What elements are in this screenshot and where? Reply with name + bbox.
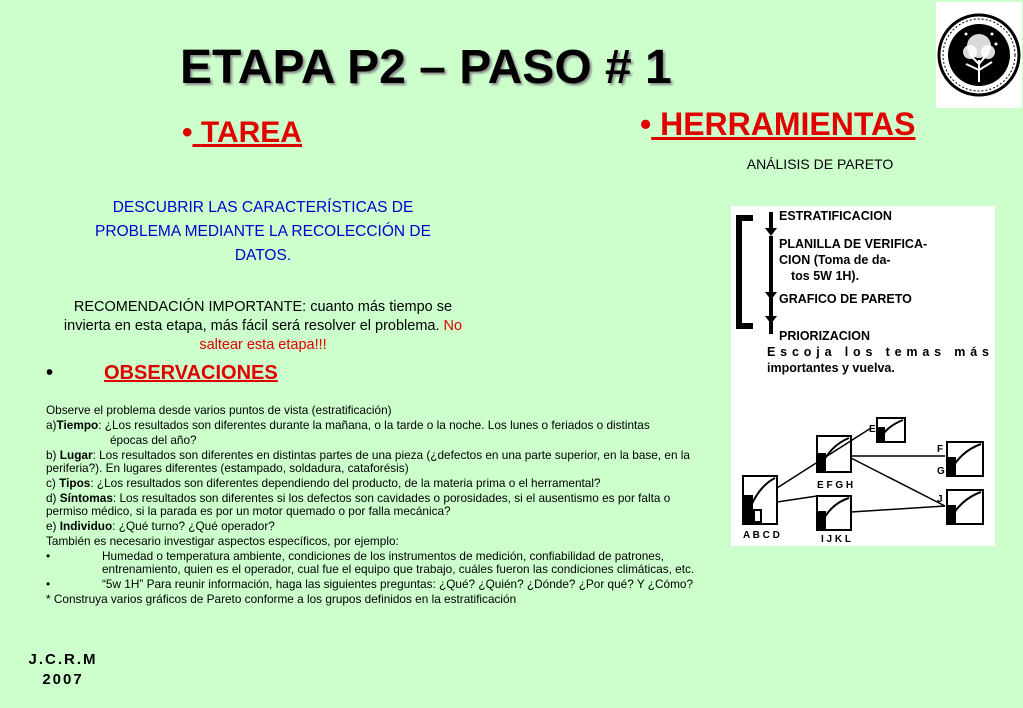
diagram-item-3: GRAFICO DE PARETO	[779, 292, 912, 306]
obs-c-prefix: c)	[46, 476, 60, 490]
diagram-note-1: Escoja los temas más	[767, 345, 989, 359]
obs-bullet-1-text: Humedad o temperatura ambiente, condiciones de los instrumentos de medición, confiabilidad de patrones, entrenamiento, quien es el operador, cual fue el equipo que trabajo, cuáles fueron las condiciones climáticas, etc.	[102, 549, 695, 576]
author-footer	[20, 650, 106, 690]
observaciones-label: OBSERVACIONES	[104, 362, 278, 384]
university-seal-logo	[936, 2, 1022, 108]
diagram-label-j: J	[937, 494, 943, 505]
title-text: ETAPA P2 – PASO #	[180, 41, 646, 94]
obs-d-term: Síntomas	[59, 491, 113, 505]
tarea-heading	[182, 116, 302, 150]
obs-bullet-2-text: “5w 1H” Para reunir información, haga las siguientes preguntas: ¿Qué? ¿Quién? ¿Dónde? ¿Por qué? Y ¿Cómo?	[102, 577, 694, 591]
author-initials: J.C.R.M	[28, 651, 98, 668]
tarea-description: DESCUBRIR LAS CARACTERÍSTICAS DE PROBLEMA MEDIANTE LA RECOLECCIÓN DE DATOS.	[95, 199, 431, 264]
obs-c	[46, 477, 706, 490]
obs-intro: Observe el problema desde varios puntos de vista (estratificación)	[46, 403, 392, 417]
bullet-icon: •	[182, 116, 193, 149]
obs-a	[46, 419, 706, 432]
obs-e-term: Individuo	[59, 519, 113, 533]
diagram-item-1: ESTRATIFICACION	[779, 209, 892, 223]
herramientas-heading	[640, 106, 916, 143]
observaciones-heading	[46, 362, 278, 385]
herramientas-label: HERRAMIENTAS	[660, 106, 916, 142]
diagram-label-efgh: E F G H	[817, 480, 854, 491]
obs-b-text: : Los resultados son diferentes en distintas partes de una pieza (¿defectos en una parte superior, en la base, en la periferia?). En lugares diferentes (estampado, soldadura, cataforésis)	[46, 448, 690, 475]
pareto-subtitle: ANÁLISIS DE PARETO	[746, 156, 894, 172]
page-title	[180, 40, 672, 95]
obs-d	[46, 492, 706, 518]
obs-c-term: Tipos	[59, 476, 91, 490]
diagram-item-2a: PLANILLA DE VERIFICA-	[779, 237, 928, 251]
bullet-icon: •	[46, 577, 51, 591]
tarea-label: TAREA	[200, 116, 302, 149]
obs-d-text: : Los resultados son diferentes si los defectos son cavidades o porosidades, si el ausentismo es por falta o permiso médico, si la parada es por un motor quemado o por falla mecánica?	[46, 491, 671, 518]
pareto-process-diagram	[731, 206, 995, 546]
obs-e-prefix: e)	[46, 519, 60, 533]
obs-a-prefix: a)	[46, 418, 57, 432]
diagram-note-2: importantes y vuelva.	[767, 361, 895, 375]
diagram-label-f: F	[937, 444, 944, 455]
obs-b-prefix: b)	[46, 448, 60, 462]
title-number: 1	[645, 41, 672, 94]
obs-bullet-1	[46, 550, 706, 576]
author-year: 2007	[42, 671, 84, 688]
diagram-label-abcd: A B C D	[743, 530, 780, 541]
bullet-icon: •	[640, 106, 652, 142]
diagram-label-g: G	[937, 466, 945, 477]
obs-a-term: Tiempo	[56, 418, 99, 432]
obs-c-text: : ¿Los resultados son diferentes dependiendo del producto, de la materia prima o el herramental?	[90, 476, 601, 490]
obs-e	[46, 520, 706, 533]
obs-footnote: * Construya varios gráficos de Pareto conforme a los grupos definidos en la estratificación	[46, 592, 517, 606]
bullet-icon: •	[46, 362, 54, 384]
obs-bullet-2	[46, 578, 706, 591]
diagram-item-2b: CION (Toma de da-	[779, 253, 891, 267]
obs-tambien: También es necesario investigar aspectos específicos, por ejemplo:	[46, 534, 399, 548]
recommendation	[58, 298, 468, 355]
observaciones-body	[46, 404, 706, 608]
obs-a-text: : ¿Los resultados son diferentes durante la mañana, o la tarde o la noche. Los lunes o feriados o distintas	[98, 418, 650, 432]
obs-b-term: Lugar	[59, 448, 93, 462]
diagram-item-2c: tos 5W 1H).	[791, 269, 860, 283]
diagram-label-ijkl: I J K L	[821, 534, 852, 545]
recommendation-highlight: No saltear esta etapa!!!	[199, 318, 463, 353]
obs-a-cont: épocas del año?	[110, 433, 197, 447]
bullet-icon: •	[46, 549, 51, 563]
obs-d-prefix: d)	[46, 491, 60, 505]
obs-b	[46, 449, 706, 475]
obs-e-text: : ¿Qué turno? ¿Qué operador?	[112, 519, 275, 533]
diagram-item-4: PRIORIZACION	[779, 329, 870, 343]
diagram-label-e: E	[869, 424, 876, 435]
recommendation-text: RECOMENDACIÓN IMPORTANTE: cuanto más tiempo se invierta en esta etapa, más fácil será resolver el problema.	[63, 299, 453, 334]
